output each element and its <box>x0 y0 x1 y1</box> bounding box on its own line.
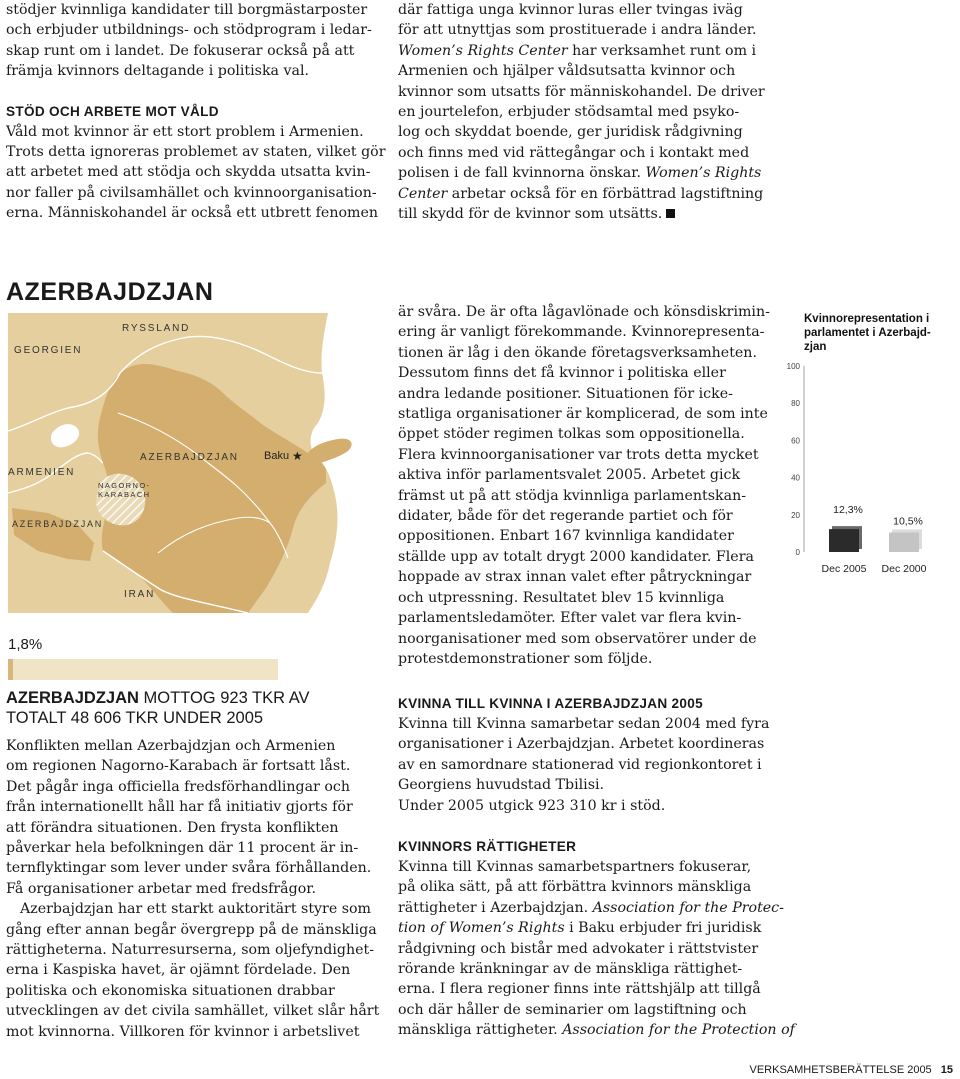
text-line: tionen är låg i den ökande företagsverksamheten. <box>398 344 757 361</box>
text-line: Trots detta ignoreras problemet av staten, vilket gör <box>6 144 386 161</box>
text-line: gång efter annan begår övergrepp på de mänskliga <box>6 921 377 938</box>
text-line: Georgiens huvudstad Tbilisi. <box>398 777 605 794</box>
text-line: mänskliga rättigheter. Association for the Protection of <box>398 1022 795 1039</box>
chart-title-line: zjan <box>804 341 827 353</box>
text-line: rörande kränkningar av de mänskliga rättighet- <box>398 961 743 978</box>
text-line: erna. Människohandel är också ett utbrett fenomen <box>6 205 378 222</box>
chart-data-label: 10,5% <box>893 515 923 528</box>
text-line: ställde upp av totalt drygt 2000 kandidater. Flera <box>398 548 754 565</box>
text-line: protestdemonstrationer som följde. <box>398 650 653 667</box>
section-heading-violence: STÖD OCH ARBETE MOT VÅLD <box>6 103 219 119</box>
map-label-baku: Baku <box>264 450 290 462</box>
map-label-georgia: GEORGIEN <box>14 345 83 356</box>
org-name: Women’s Rights <box>645 165 762 182</box>
text-line: till skydd för de kvinnor som utsätts. <box>398 204 768 224</box>
share-percent-label: 1,8% <box>8 636 43 653</box>
text-line: Våld mot kvinnor är ett stort problem i Armenien. <box>6 123 364 140</box>
text-line: politiska och ekonomiska situationen drabbar <box>6 982 335 999</box>
body-left-column <box>6 736 380 1042</box>
map-label-russia: RYSSLAND <box>122 323 191 334</box>
text-line: om regionen Nagorno-Karabach är fortsatt låst. <box>6 758 351 775</box>
representation-chart <box>772 300 960 590</box>
org-name: Women’s Rights Center <box>398 42 568 59</box>
map-label-nakhchivan: AZERBAJDZJAN <box>12 519 104 529</box>
text-line: utvecklingen av det civila samhället, vilket slår hårt <box>6 1003 380 1020</box>
rights-heading: KVINNORS RÄTTIGHETER <box>398 839 577 854</box>
text-line: log och skyddat boende, ger juridisk rådgivning <box>398 124 743 141</box>
text-line: mot kvinnorna. Villkoren för kvinnor i arbetslivet <box>6 1023 360 1040</box>
text-line: rådgivning och bistår med advokater i rättstvister <box>398 940 759 957</box>
text-line: skap runt om i landet. De fokuserar också på att <box>6 42 355 59</box>
text-line: rättigheterna. Naturresurserna, som oljefyndighet- <box>6 942 375 959</box>
share-bar-track <box>8 659 278 680</box>
text-line: Center arbetar också för en förbättrad lagstiftning <box>398 185 764 202</box>
funding-heading <box>6 688 310 728</box>
text-line: Konflikten mellan Azerbajdzjan och Armenien <box>6 738 336 754</box>
text-line: Armenien och hjälper våldsutsatta kvinnor och <box>398 63 736 80</box>
text-line: att arbetet med att stödja och skydda utsatta kvin- <box>6 164 371 181</box>
chart-y-tick-label: 0 <box>795 548 800 557</box>
text-line: Få organisationer arbetar med fredsfrågor. <box>6 880 316 897</box>
chart-title-line: parlamentet i Azerbajd- <box>804 327 931 339</box>
conflict-paragraph <box>6 736 371 899</box>
text-line: påverkar hela befolkningen där 11 procent är in- <box>6 840 359 857</box>
text-line: oppositionen. Enbart 167 kvinnliga kandidater <box>398 528 734 545</box>
text-line: är svåra. De är ofta lågavlönade och könsdiskrimin- <box>398 304 770 320</box>
text-line: Under 2005 utgick 923 310 kr i stöd. <box>398 797 666 814</box>
region-map <box>8 313 368 613</box>
intro-paragraph <box>6 0 371 82</box>
org-name: Association for the Protection of <box>562 1022 795 1039</box>
chart-category-label: Dec 2005 <box>821 563 867 575</box>
chart-y-tick-label: 100 <box>786 362 800 371</box>
chart-bar <box>829 529 859 552</box>
text-line: Dessutom finns det få kvinnor i politiska eller <box>398 365 726 382</box>
kvinna-heading: KVINNA TILL KVINNA I AZERBAJDZJAN 2005 <box>398 696 703 711</box>
chart-bar <box>889 532 919 552</box>
text-line: andra ledande positioner. Situationen för icke- <box>398 385 733 402</box>
text-line: tion of Women’s Rights i Baku erbjuder fri juridisk <box>398 920 762 937</box>
text-line: främst ut på att stödja kvinnliga parlamentskan- <box>398 487 747 504</box>
text-line: av en samordnare stationerad vid regionkontoret i <box>398 756 762 773</box>
text-line: stödjer kvinnliga kandidater till borgmästarposter <box>6 2 368 18</box>
org-name: tion of Women’s Rights <box>398 920 565 937</box>
top-left-column <box>6 0 386 224</box>
text-line: ternflyktingar som lever under svåra förhållanden. <box>6 860 372 877</box>
chart-category-label: Dec 2000 <box>881 563 927 575</box>
violence-paragraph <box>6 122 386 224</box>
text-line: för att utnyttjas som prostituerade i andra länder. <box>398 22 757 39</box>
text-line: noorganisationer med som observatörer under de <box>398 630 757 647</box>
text-line: statliga organisationer är komplicerad, de som inte <box>398 406 768 423</box>
text-line: kvinnor som utsatts för människohandel. De driver <box>398 83 765 100</box>
funding-country: AZERBAJDZJAN <box>6 689 139 707</box>
map-label-nagorno: NAGORNO- <box>98 481 151 490</box>
chart-y-tick-label: 60 <box>791 436 800 446</box>
text-line: nor faller på civilsamhället och kvinnoorganisation- <box>6 184 377 201</box>
text-line: en jourtelefon, erbjuder stödsamtal med psyko- <box>398 104 740 121</box>
text-line: didater, både för det regerande partiet och för <box>398 508 733 525</box>
text-line: från internationellt håll har få initiativ gjorts för <box>6 799 353 816</box>
text-line: ering är vanligt förekommande. Kvinnorepresenta- <box>398 324 765 341</box>
regime-paragraph <box>6 899 380 1042</box>
text-line: erna. I flera regioner finns inte rättshjälp att tillgå <box>398 981 761 998</box>
text-line: organisationer i Azerbajdzjan. Arbetet koordineras <box>398 736 765 753</box>
chart-y-tick-label: 80 <box>791 399 800 409</box>
page-number: 15 <box>940 1064 953 1076</box>
text-line: Det pågår inga officiella fredsförhandlingar och <box>6 778 351 795</box>
capital-star-icon: ★ <box>292 449 303 463</box>
text-line: och finns med vid rättegångar och i kontakt med <box>398 144 750 161</box>
page-footer <box>750 1064 954 1076</box>
chart-y-tick-label: 20 <box>791 510 800 520</box>
chart-y-tick-label: 40 <box>791 473 800 483</box>
text-line: polisen i de fall kvinnorna önskar. Women’s Rights <box>398 165 762 182</box>
funding-line: AZERBAJDZJAN MOTTOG 923 TKR AV <box>6 689 310 707</box>
text-line: främja kvinnors deltagande i politiska val. <box>6 63 310 80</box>
country-title: AZERBAJDZJAN <box>6 278 214 306</box>
text-line: hoppade av strax innan valet efter påtryckningar <box>398 569 752 586</box>
chart-data-label: 12,3% <box>833 504 863 517</box>
text-line: Kvinna till Kvinnas samarbetspartners fokuserar, <box>398 859 752 875</box>
text-line: där fattiga unga kvinnor luras eller tvingas iväg <box>398 2 743 18</box>
map-label-armenia: ARMENIEN <box>8 467 76 478</box>
body-middle-column <box>398 302 768 669</box>
chart-marks <box>787 362 927 575</box>
map-label-karabach: KARABACH <box>98 490 151 499</box>
chart-title-line: Kvinnorepresentation i <box>804 313 930 325</box>
funding-line: TOTALT 48 606 TKR UNDER 2005 <box>6 709 264 727</box>
footer-title: VERKSAMHETSBERÄTTELSE 2005 <box>749 1064 932 1076</box>
text-line: och där håller de seminarier om lagstiftning och <box>398 1001 747 1018</box>
map-label-iran: IRAN <box>124 589 156 600</box>
text-line: erna i Kaspiska havet, är ojämnt fördelade. Den <box>6 962 351 979</box>
end-mark-icon <box>666 209 675 218</box>
org-name: Center <box>398 185 448 202</box>
text-line: och erbjuder utbildnings- och stödprogram i ledar- <box>6 22 372 39</box>
text-line: Flera kvinnoorganisationer var trots detta mycket <box>398 446 759 463</box>
text-line: och utpressning. Resultatet blev 15 kvinnliga <box>398 589 725 606</box>
text-line: på olika sätt, på att förbättra kvinnors mänskliga <box>398 879 752 896</box>
rights-section <box>398 837 795 1041</box>
text-line: aktiva inför parlamentsvalet 2005. Arbetet gick <box>398 467 741 484</box>
text-line: rättigheter i Azerbajdzjan. Association for the Protec- <box>398 899 784 916</box>
top-right-column <box>398 0 768 224</box>
kvinna-section <box>398 694 768 816</box>
text-line: Kvinna till Kvinna samarbetar sedan 2004 med fyra <box>398 716 770 732</box>
text-line: parlamentsledamöter. Efter valet var flera kvin- <box>398 610 742 627</box>
text-line: Azerbajdzjan har ett starkt auktoritärt styre som <box>20 901 371 918</box>
text-line: Women’s Rights Center har verksamhet runt om i <box>398 42 757 59</box>
org-name: Association for the Protec- <box>592 899 784 916</box>
map-label-azerbaijan: AZERBAJDZJAN <box>140 452 239 463</box>
text-line: att förändra situationen. Den frysta konflikten <box>6 819 339 836</box>
text-line: öppet stöder regimen tolkas som oppositionella. <box>398 426 745 443</box>
share-bar-fill <box>8 659 13 680</box>
